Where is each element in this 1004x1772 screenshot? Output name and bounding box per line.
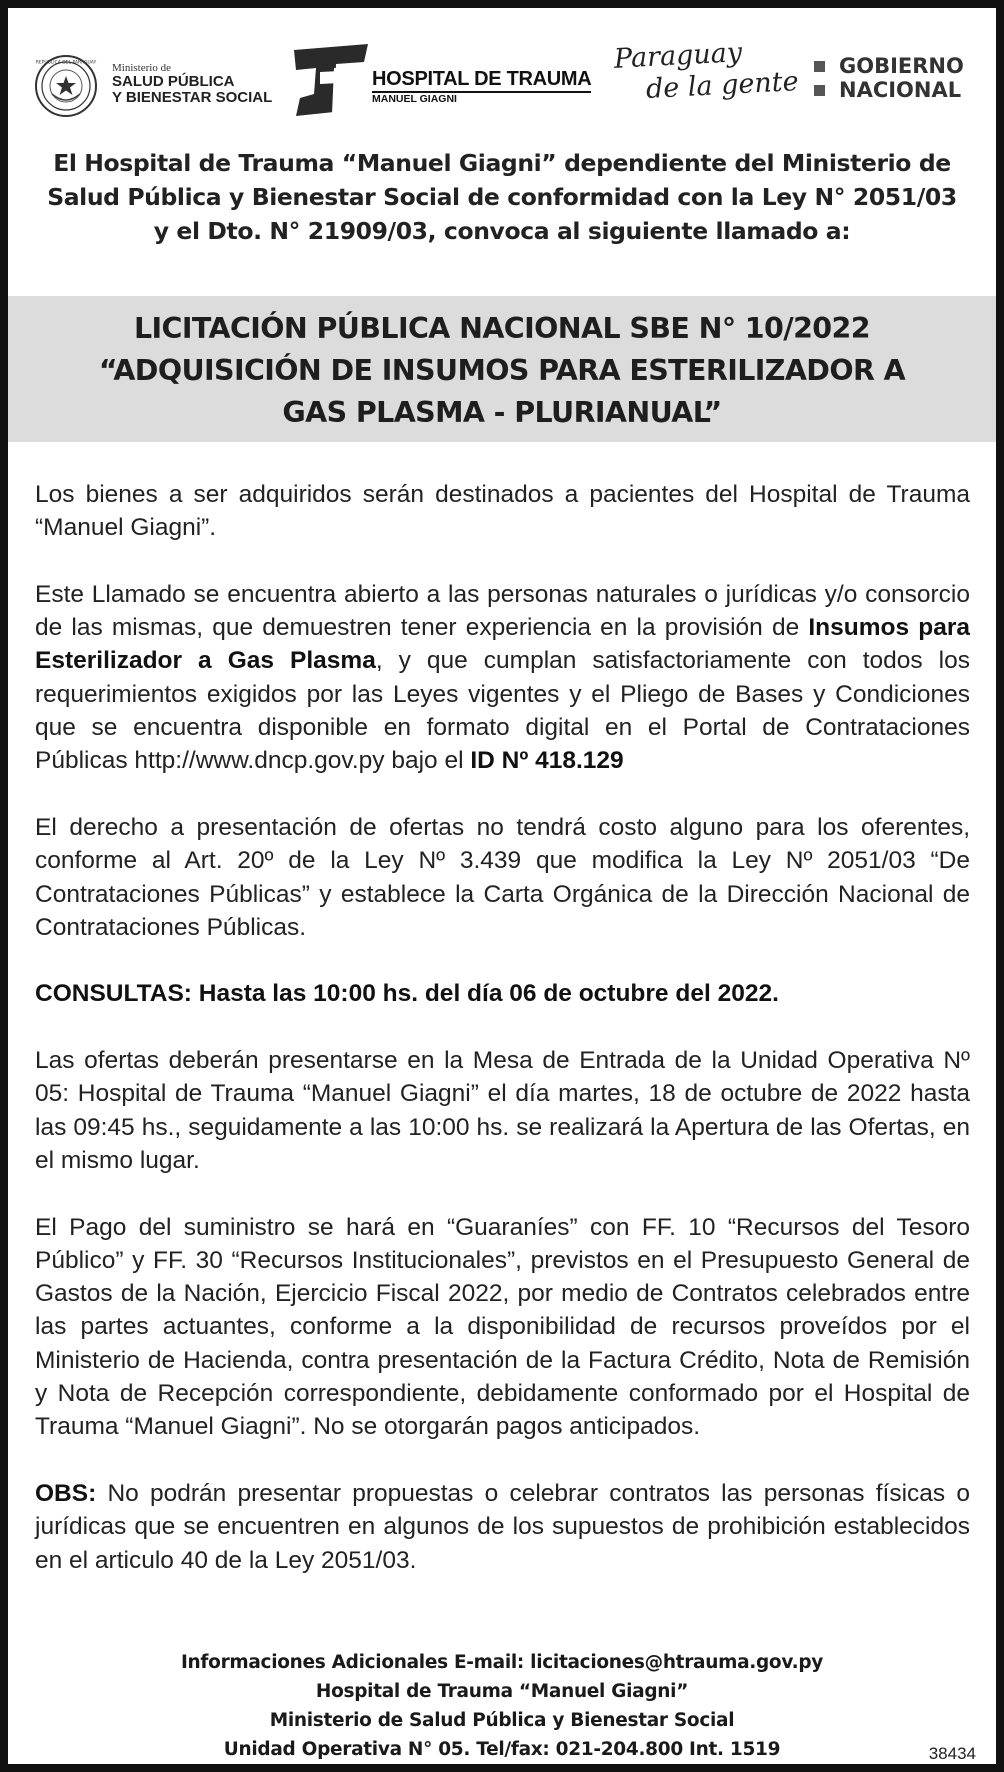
ad-code: 38434 xyxy=(928,1744,976,1763)
eligibility-product: Insumos para Esterilizador a Gas Plasma xyxy=(35,614,970,675)
obs-label: OBS: xyxy=(35,1479,97,1507)
tender-title-line-3: GAS PLASMA - PLURIANUAL” xyxy=(282,396,722,429)
logo-strip xyxy=(8,30,996,130)
intro-line-3: y el Dto. N° 21909/03, convoca al siguiente llamado a: xyxy=(153,217,851,245)
eligibility-text-c: , y que cumplan satisfactoriamente con todos los requerimientos exigidos por las Leyes vigentes y el Pliego de Bases y Condiciones que se encuentra disponible en formato digital en el Portal de Contrataciones Públicas http://www.dncp.gov.py bajo el xyxy=(35,647,970,775)
paragraph-eligibility xyxy=(35,578,970,778)
eligibility-text-a: Este Llamado se encuentra abierto a las personas naturales o jurídicas y/o consorcio de las mismas, que demuestren tener experiencia en la provisión de xyxy=(35,580,970,642)
title-band xyxy=(8,296,996,442)
paragraph-consultas xyxy=(35,977,970,1010)
notice-body xyxy=(35,478,970,1610)
contact-footer xyxy=(8,1648,996,1764)
consultas-deadline: CONSULTAS: Hasta las 10:00 hs. del día 06 de octubre del 2022. xyxy=(35,980,779,1008)
paragraph-submission: Las ofertas deberán presentarse en la Mesa de Entrada de la Unidad Operativa Nº 05: Hospital de Trauma “Manuel Giagni” el día martes, 18 de octubre de 2022 hasta las 09:45 hs., seguidamente a las 10:00 hs. se realizará la Apertura de las Ofertas, en el mismo lugar. xyxy=(35,1047,970,1174)
paragraph-offer-rights: El derecho a presentación de ofertas no tendrá costo alguno para los oferentes, conforme al Art. 20º de la Ley Nº 3.439 que modifica la Ley Nº 2051/03 “De Contrataciones Públicas” y establece la Carta Orgánica de la Dirección Nacional de Contrataciones Públicas. xyxy=(35,813,970,941)
seal-lettering: REPÚBLICA DEL PARAGUAY xyxy=(35,60,97,66)
footer-ministry-line: Ministerio de Salud Pública y Bienestar Social xyxy=(269,1710,735,1731)
hospital-logo-sub: MANUEL GIAGNI xyxy=(372,93,457,105)
paragraph-payment: El Pago del suministro se hará en “Guaraníes” con FF. 10 “Recursos del Tesoro Público” y FF. 30 “Recursos Institucionales”, previstos en el Presupuesto General de Gastos de la Nación, Ejercicio Fiscal 2022, por medio de Contratos celebrados entre las partes actuantes, conforme a la disponibilidad de recursos proveídos por el Ministerio de Hacienda, contra presentación de la Factura Crédito, Nota de Remisión y Nota de Recepción correspondiente, debidamente conformado por el Hospital de Trauma “Manuel Giagni”. No se otorgarán pagos anticipados. xyxy=(35,1213,970,1441)
intro-statement xyxy=(28,146,976,248)
ministry-line-2: Y BIENESTAR SOCIAL xyxy=(112,89,273,106)
ministry-line-1: SALUD PÚBLICA xyxy=(112,73,235,90)
tender-title xyxy=(8,308,996,434)
footer-hospital-line: Hospital de Trauma “Manuel Giagni” xyxy=(315,1681,689,1702)
hospital-logo-name: HOSPITAL DE TRAUMA xyxy=(372,68,591,93)
national-seal-icon xyxy=(34,54,98,118)
obs-text: No podrán presentar propuestas o celebrar contratos las personas físicas o jurídicas que se encuentren en algunos de los supuestos de prohibición establecidos en el articulo 40 de la Ley 2051/03. xyxy=(35,1479,970,1574)
footer-unit-line: Unidad Operativa N° 05. Tel/fax: 021-204.800 Int. 1519 xyxy=(223,1739,781,1760)
paragraph-obs xyxy=(35,1477,970,1577)
ministry-logo-text xyxy=(112,62,272,106)
hospital-logo-text xyxy=(372,68,591,106)
tender-title-line-2: “ADQUISICIÓN DE INSUMOS PARA ESTERILIZADOR A xyxy=(98,354,906,387)
paragraph-beneficiaries: Los bienes a ser adquiridos serán destinados a pacientes del Hospital de Trauma “Manuel Giagni”. xyxy=(35,481,970,542)
gobierno-line-2: NACIONAL xyxy=(839,78,962,102)
slogan-line-1: Paraguay xyxy=(613,37,743,75)
slogan-logo xyxy=(613,37,800,105)
tender-id: ID Nº 418.129 xyxy=(470,747,624,775)
gobierno-logo xyxy=(814,54,964,102)
square-bullet-icon xyxy=(814,61,825,72)
gobierno-line-1: GOBIERNO xyxy=(839,54,964,78)
intro-line-1: El Hospital de Trauma “Manuel Giagni” dependiente del Ministerio de xyxy=(53,149,951,177)
ministry-small-label: Ministerio de xyxy=(112,62,171,74)
slogan-line-2: de la gente xyxy=(645,66,800,105)
square-bullet-icon xyxy=(814,85,825,96)
tender-title-line-1: LICITACIÓN PÚBLICA NACIONAL SBE N° 10/2022 xyxy=(133,312,870,345)
footer-email-line: Informaciones Adicionales E-mail: licitaciones@htrauma.gov.py xyxy=(180,1652,824,1673)
hospital-mark-icon xyxy=(290,42,372,118)
intro-line-2: Salud Pública y Bienestar Social de conformidad con la Ley N° 2051/03 xyxy=(47,183,957,211)
